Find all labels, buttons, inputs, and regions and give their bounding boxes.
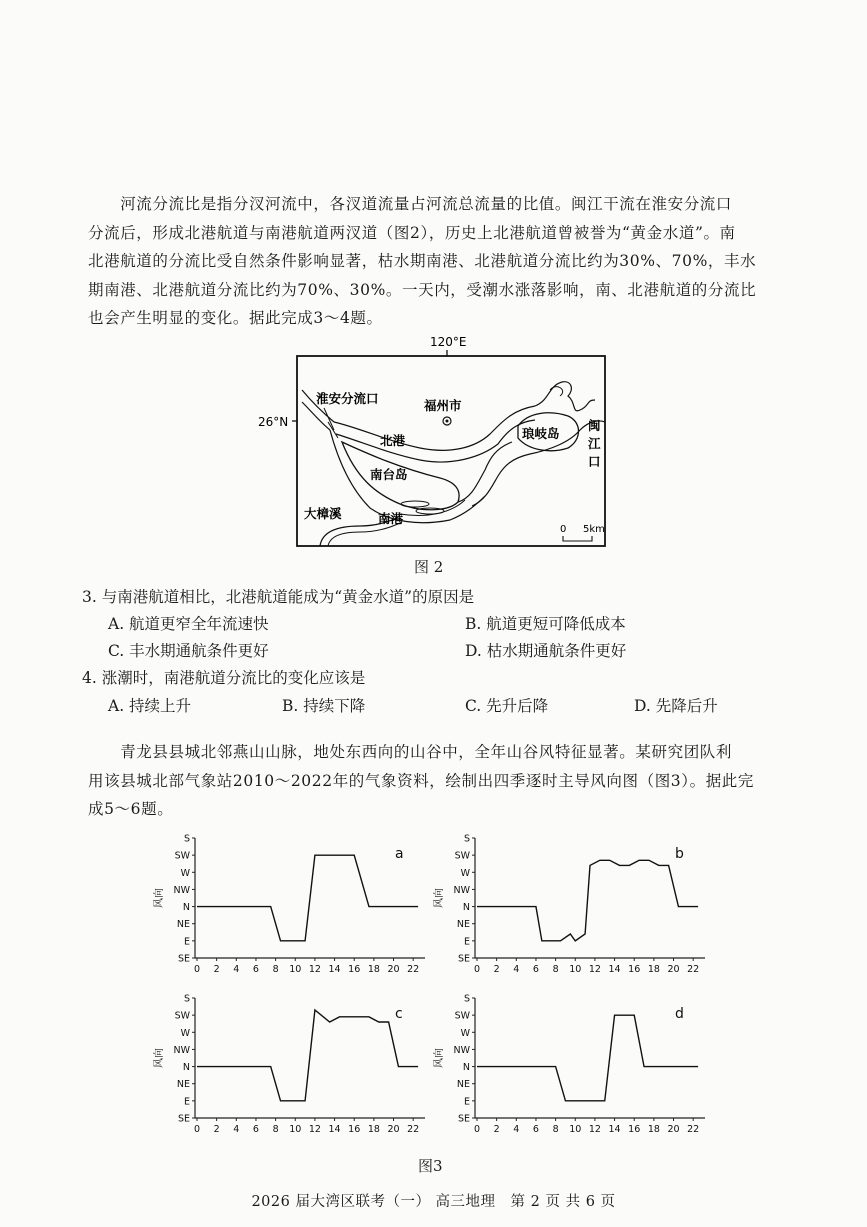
y-axis-label: 风向 bbox=[154, 888, 165, 908]
x-tick-label: 2 bbox=[493, 1124, 500, 1135]
label-nangang: 南港 bbox=[378, 511, 404, 526]
x-tick-label: 16 bbox=[348, 1124, 361, 1135]
question-4-option-d[interactable]: D. 先降后升 bbox=[634, 697, 718, 715]
panel-label: b bbox=[675, 846, 684, 862]
map-longitude: 120°E bbox=[430, 335, 467, 349]
x-tick-label: 8 bbox=[272, 1124, 279, 1135]
x-tick-label: 10 bbox=[569, 1124, 582, 1135]
passage-1-line: 也会产生明显的变化。据此完成3～4题。 bbox=[88, 309, 383, 327]
y-tick-label: S bbox=[463, 833, 470, 845]
x-tick-label: 14 bbox=[608, 1124, 621, 1135]
x-tick-label: 10 bbox=[569, 964, 582, 975]
map-frame bbox=[297, 356, 605, 546]
passage-1 bbox=[88, 190, 788, 333]
x-tick-label: 6 bbox=[532, 964, 539, 975]
question-3-option-d[interactable]: D. 枯水期通航条件更好 bbox=[465, 642, 627, 660]
wind-chart-b bbox=[430, 830, 720, 980]
x-tick-label: 20 bbox=[667, 964, 680, 975]
label-langqi: 琅岐岛 bbox=[522, 426, 560, 441]
page-footer: 2026 届大湾区联考（一） 高三地理 第 2 页 共 6 页 bbox=[251, 1194, 616, 1210]
x-tick-label: 12 bbox=[588, 964, 601, 975]
y-tick-label: E bbox=[463, 936, 470, 948]
x-tick-label: 0 bbox=[193, 1124, 201, 1135]
y-tick-label: SE bbox=[457, 1113, 470, 1125]
y-tick-label: SE bbox=[457, 953, 470, 965]
map-latitude: 26°N bbox=[258, 415, 289, 429]
y-tick-label: N bbox=[182, 902, 190, 914]
passage-2-line: 成5～6题。 bbox=[88, 800, 174, 818]
x-tick-label: 16 bbox=[628, 964, 641, 975]
wind-direction-line bbox=[197, 1010, 418, 1101]
wind-direction-line bbox=[477, 1015, 698, 1101]
passage-2 bbox=[88, 738, 788, 824]
x-tick-label: 14 bbox=[608, 964, 621, 975]
coastline bbox=[550, 387, 563, 396]
y-axis-label: 风向 bbox=[154, 1048, 165, 1068]
x-tick-label: 22 bbox=[407, 964, 420, 975]
x-tick-label: 18 bbox=[647, 964, 660, 975]
y-tick-label: S bbox=[463, 993, 470, 1005]
y-tick-label: E bbox=[183, 936, 190, 948]
figure-3-caption: 图3 bbox=[418, 1157, 443, 1175]
y-tick-label: SE bbox=[177, 953, 190, 965]
y-tick-label: NE bbox=[176, 1079, 190, 1091]
x-tick-label: 20 bbox=[387, 1124, 400, 1135]
y-tick-label: N bbox=[462, 1062, 470, 1074]
coastline bbox=[535, 382, 595, 411]
y-tick-label: NW bbox=[453, 1044, 470, 1056]
panel-label: c bbox=[395, 1006, 403, 1022]
panel-label: d bbox=[675, 1006, 684, 1022]
x-tick-label: 14 bbox=[328, 964, 341, 975]
label-minjiangkou: 口 bbox=[588, 454, 601, 469]
x-tick-label: 16 bbox=[348, 964, 361, 975]
y-tick-label: N bbox=[182, 1062, 190, 1074]
x-tick-label: 0 bbox=[193, 964, 201, 975]
passage-1-line: 分流后，形成北港航道与南港航道两汊道（图2），历史上北港航道曾被誉为“黄金水道”。南 bbox=[88, 223, 736, 242]
label-nantai: 南台岛 bbox=[370, 467, 408, 482]
y-tick-label: N bbox=[462, 902, 470, 914]
x-tick-label: 12 bbox=[308, 964, 321, 975]
x-tick-label: 10 bbox=[289, 1124, 302, 1135]
downstream-river-bank bbox=[472, 454, 530, 506]
x-tick-label: 22 bbox=[687, 964, 700, 975]
x-tick-label: 4 bbox=[233, 1124, 240, 1135]
y-tick-label: S bbox=[183, 833, 190, 845]
question-4-option-b[interactable]: B. 持续下降 bbox=[282, 697, 366, 715]
scale-zero: 0 bbox=[560, 524, 567, 535]
passage-1-line: 期南港、北港航道分流比约为70%、30%。一天内，受潮水涨落影响，南、北港航道的分流比 bbox=[88, 280, 757, 299]
x-tick-label: 22 bbox=[407, 1124, 420, 1135]
y-tick-label: NE bbox=[456, 1079, 470, 1091]
x-tick-label: 20 bbox=[667, 1124, 680, 1135]
x-tick-label: 18 bbox=[647, 1124, 660, 1135]
small-island bbox=[416, 508, 444, 514]
x-tick-label: 14 bbox=[328, 1124, 341, 1135]
wind-chart-d bbox=[430, 990, 720, 1140]
y-tick-label: SW bbox=[174, 1010, 190, 1022]
question-4-option-c[interactable]: C. 先升后降 bbox=[465, 697, 549, 715]
label-dazhangxi: 大樟溪 bbox=[304, 506, 342, 521]
wind-direction-line bbox=[477, 860, 698, 941]
x-tick-label: 2 bbox=[213, 1124, 220, 1135]
y-tick-label: NW bbox=[173, 884, 190, 896]
y-tick-label: W bbox=[180, 1027, 190, 1039]
y-tick-label: W bbox=[180, 867, 190, 879]
scale-distance: 5km bbox=[583, 524, 605, 535]
x-tick-label: 2 bbox=[493, 964, 500, 975]
question-3-option-b[interactable]: B. 航道更短可降低成本 bbox=[465, 615, 626, 633]
question-4-option-a[interactable]: A. 持续上升 bbox=[108, 697, 192, 715]
x-tick-label: 8 bbox=[272, 964, 279, 975]
label-fuzhou: 福州市 bbox=[424, 398, 462, 413]
passage-2-line: 青龙县县城北邻燕山山脉，地处东西向的山谷中，全年山谷风特征显著。某研究团队利 bbox=[88, 743, 733, 761]
y-tick-label: W bbox=[460, 1027, 470, 1039]
x-tick-label: 6 bbox=[252, 1124, 259, 1135]
y-axis-label: 风向 bbox=[434, 888, 445, 908]
question-3-stem: 3. 与南港航道相比，北港航道能成为“黄金水道”的原因是 bbox=[82, 588, 475, 606]
x-tick-label: 20 bbox=[387, 964, 400, 975]
wind-direction-line bbox=[197, 855, 418, 941]
passage-1-line: 北港航道的分流比受自然条件影响显著，枯水期南港、北港航道分流比约为30%、70%，丰水 bbox=[88, 252, 757, 270]
question-3-option-a[interactable]: A. 航道更窄全年流速快 bbox=[108, 615, 269, 633]
x-tick-label: 22 bbox=[687, 1124, 700, 1135]
x-tick-label: 0 bbox=[473, 1124, 481, 1135]
x-tick-label: 4 bbox=[233, 964, 240, 975]
passage-2-line: 用该县城北部气象站2010～2022年的气象资料，绘制出四季逐时主导风向图（图3）。据此完 bbox=[88, 771, 755, 790]
x-tick-label: 0 bbox=[473, 964, 481, 975]
label-huaian: 淮安分流口 bbox=[316, 391, 379, 406]
y-tick-label: S bbox=[183, 993, 190, 1005]
x-tick-label: 4 bbox=[513, 1124, 520, 1135]
y-tick-label: NW bbox=[453, 884, 470, 896]
x-tick-label: 6 bbox=[252, 964, 259, 975]
x-tick-label: 10 bbox=[289, 964, 302, 975]
y-tick-label: SW bbox=[174, 850, 190, 862]
y-axis-label: 风向 bbox=[434, 1048, 445, 1068]
x-tick-label: 8 bbox=[552, 964, 559, 975]
question-4-stem: 4. 涨潮时，南港航道分流比的变化应该是 bbox=[82, 669, 366, 687]
x-tick-label: 16 bbox=[628, 1124, 641, 1135]
downstream-river-bank bbox=[458, 442, 512, 502]
small-island bbox=[401, 501, 429, 507]
label-beigang: 北港 bbox=[380, 433, 406, 448]
scale-bar bbox=[563, 536, 592, 541]
y-tick-label: NW bbox=[173, 1044, 190, 1056]
question-3-option-c[interactable]: C. 丰水期通航条件更好 bbox=[108, 642, 269, 660]
passage-1-line: 河流分流比是指分汊河流中，各汊道流量占河流总流量的比值。闽江干流在淮安分流口 bbox=[88, 195, 733, 213]
y-tick-label: SW bbox=[454, 850, 470, 862]
x-tick-label: 12 bbox=[308, 1124, 321, 1135]
y-tick-label: E bbox=[183, 1096, 190, 1108]
north-channel-bank bbox=[336, 420, 535, 462]
x-tick-label: 6 bbox=[532, 1124, 539, 1135]
x-tick-label: 12 bbox=[588, 1124, 601, 1135]
x-tick-label: 4 bbox=[513, 964, 520, 975]
label-minjiangkou: 江 bbox=[588, 436, 601, 451]
x-tick-label: 18 bbox=[367, 1124, 380, 1135]
label-minjiangkou: 闽 bbox=[588, 418, 601, 433]
figure-2-caption: 图 2 bbox=[414, 558, 444, 576]
y-tick-label: SE bbox=[177, 1113, 190, 1125]
x-tick-label: 8 bbox=[552, 1124, 559, 1135]
y-tick-label: E bbox=[463, 1096, 470, 1108]
panel-label: a bbox=[395, 846, 404, 862]
wind-chart-c bbox=[150, 990, 440, 1140]
wind-chart-a bbox=[150, 830, 440, 980]
x-tick-label: 18 bbox=[367, 964, 380, 975]
x-tick-label: 2 bbox=[213, 964, 220, 975]
river-map bbox=[250, 330, 620, 555]
y-tick-label: NE bbox=[456, 919, 470, 931]
y-tick-label: SW bbox=[454, 1010, 470, 1022]
y-tick-label: W bbox=[460, 867, 470, 879]
y-tick-label: NE bbox=[176, 919, 190, 931]
